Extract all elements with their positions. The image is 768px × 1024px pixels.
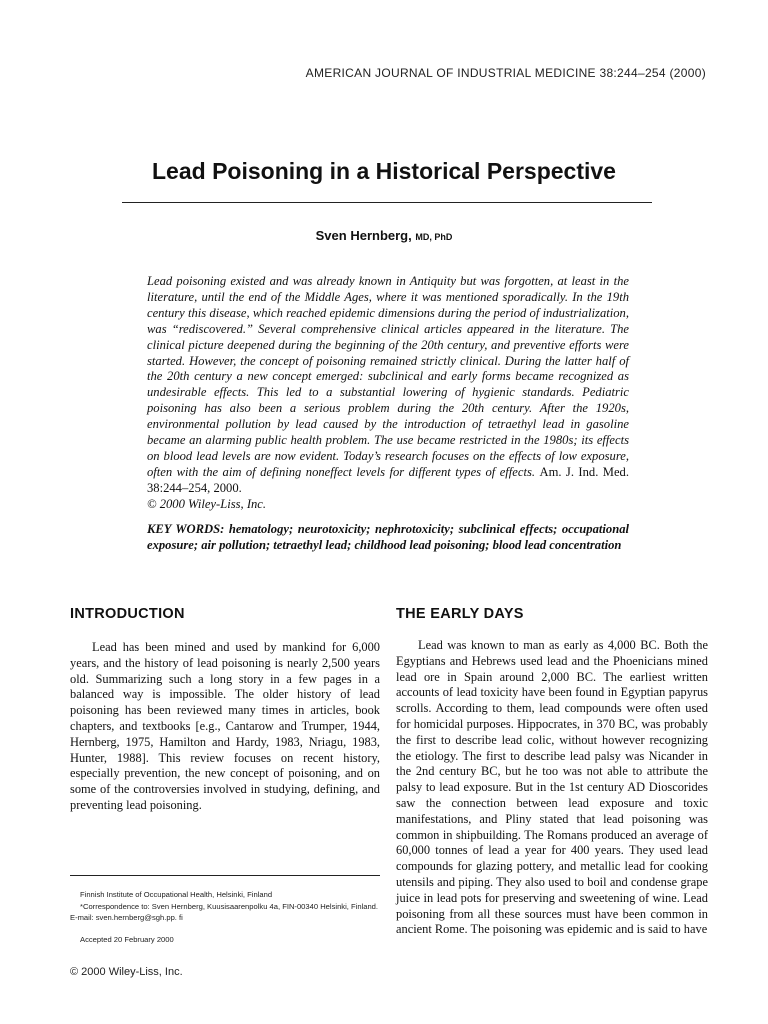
early-days-body [396,638,708,938]
footnote-divider [70,875,380,876]
page-copyright: © 2000 Wiley-Liss, Inc. [70,966,183,978]
footnote-affiliation: Finnish Institute of Occupational Health, Helsinki, Finland [80,890,273,899]
author-line [0,228,768,243]
introduction-paragraph: Lead has been mined and used by mankind for 6,000 years, and the history of lead poisoning is nearly 2,500 years old. Summarizing such a long story in a few pages in a balanced way is impossible. The older history of lead poisoning has been reviewed many times in articles, book chapters, and textbooks [e.g., Cantarow and Trumper, 1944, Hernberg, 1975, Hamilton and Hardy, 1983, Nriagu, 1983, Hunter, 1988]. This review focuses on recent history, especially prevention, the new concept of poisoning, and on some of the controversies involved in studying, defining, and preventing lead poisoning. [70,640,380,812]
abstract [147,274,629,513]
abstract-citation: Am. J. Ind. Med. 38:244–254, 2000. [147,464,630,495]
article-title: Lead Poisoning in a Historical Perspective [152,158,616,184]
abstract-copyright: © 2000 Wiley-Liss, Inc. [147,496,267,511]
introduction-body [70,640,380,814]
footnote-accepted: Accepted 20 February 2000 [80,934,174,944]
author-name: Sven Hernberg, [315,228,412,243]
footnote-email: E-mail: sven.hernberg@sgh.pp. fi [70,913,183,923]
journal-header: AMERICAN JOURNAL OF INDUSTRIAL MEDICINE 38:244–254 (2000) [305,66,706,80]
keywords: KEY WORDS: hematology; neurotoxicity; nephrotoxicity; subclinical effects; occupational exposure; air pollution; tetraethyl lead; childhood lead poisoning; blood lead concentration [147,522,629,552]
introduction-heading: INTRODUCTION [70,606,185,622]
early-days-heading: THE EARLY DAYS [396,606,524,622]
abstract-text: Lead poisoning existed and was already known in Antiquity but was forgotten, at least in the literature, until the end of the Middle Ages, where it was mentioned sporadically. In the 19th century this disease, which reached epidemic dimensions during the period of industrialization, was “rediscovered.” Several comprehensive clinical articles appeared in the literature. The clinical picture deepened during the beginning of the 20th century, and preventive efforts were started. However, the concept of poisoning remained strictly clinical. During the latter half of the 20th century a new concept emerged: subclinical and early forms became recognized as undesirable effects. This led to a substantial lowering of hygienic standards. Pediatric poisoning has also been a serious problem during the 20th century. After the 1920s, environmental pollution by lead caused by the introduction of tetraethyl lead in gasoline became an alarming public health problem. The use became restricted in the 1980s; its effects on blood lead levels are now evident. Today’s research focuses on the effects of low exposure, often with the aim of defining noneffect levels for different types of effects. [147,274,629,479]
early-days-paragraph: Lead was known to man as early as 4,000 BC. Both the Egyptians and Hebrews used lead and the Phoenicians mined lead ore in Spain around 2,000 BC. The earliest written accounts of lead toxicity have been found in Egyptian papyrus scrolls. According to them, lead compounds were often used for homicidal purposes. Hippocrates, in 370 BC, was probably the first to describe lead colic, without however recognizing the etiology. The first to describe lead palsy was Nicander in the 2nd century BC, but he too was not able to attribute the palsy to lead exposure. But in the 1st century AD Dioscorides saw the connection between lead exposure and toxic manifestations, and Pliny stated that lead poisoning was common in shipbuilding. The Romans produced an average of 60,000 tonnes of lead a year for 400 years. They used lead compounds for glazing pottery, and metallic lead for cooking utensils and piping. They also used to boil and condense grape juice in lead pots for preserving and sweetening of wine. Lead poisoning from all these sources must have been common in ancient Rome. The poisoning was epidemic and is said to have [396,638,708,937]
author-degrees: MD, PhD [415,232,453,242]
title-divider [122,202,652,203]
footnote-correspondence: *Correspondence to: Sven Hernberg, Kuusisaarenpolku 4a, FIN-00340 Helsinki, Finland. [80,901,379,911]
footnotes [70,889,390,945]
